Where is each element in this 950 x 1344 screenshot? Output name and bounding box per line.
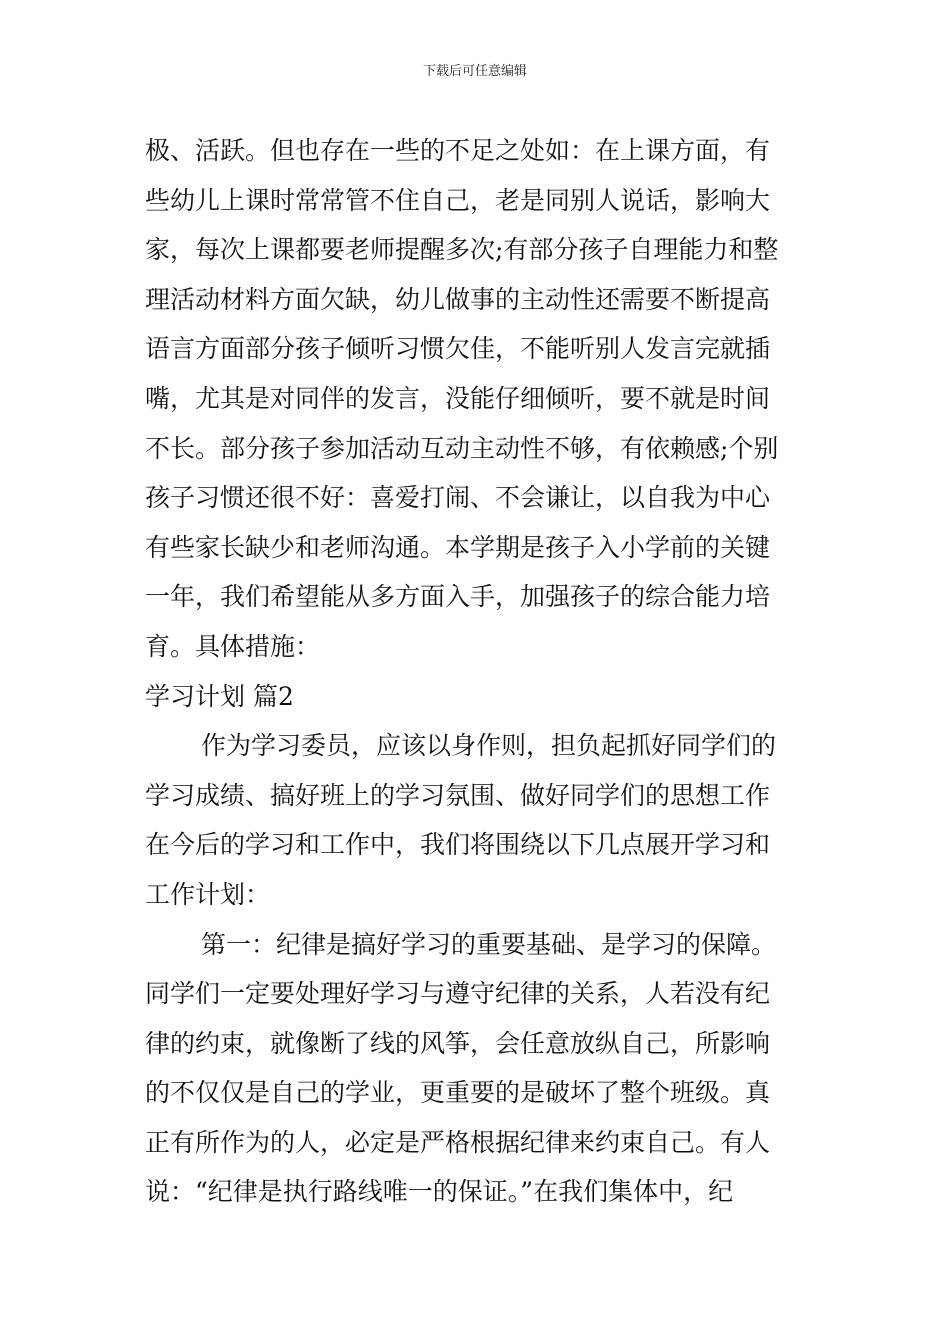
- paragraph-line: 学习成绩、搞好班上的学习氛围、做好同学们的思想工作: [145, 780, 771, 810]
- paragraph-line: 作为学习委员，应该以身作则，担负起抓好同学们的: [201, 731, 777, 761]
- paragraph-line: 不长。部分孩子参加活动互动主动性不够，有依赖感;个别: [145, 433, 779, 463]
- paragraph-line: 有些家长缺少和老师沟通。本学期是孩子入小学前的关键: [145, 532, 771, 562]
- section-heading: 学习计划 篇2: [145, 681, 294, 711]
- paragraph-line: 正有所作为的人，必定是严格根据纪律来约束自己。有人: [145, 1127, 771, 1157]
- paragraph-line: 工作计划：: [145, 879, 271, 909]
- paragraph-line: 孩子习惯还很不好：喜爱打闹、不会谦让，以自我为中心: [145, 483, 771, 513]
- document-body: [145, 126, 810, 1217]
- paragraph-line: 育。具体措施：: [145, 631, 321, 661]
- paragraph-line: 理活动材料方面欠缺，幼儿做事的主动性还需要不断提高: [145, 284, 771, 314]
- paragraph-line: 在今后的学习和工作中，我们将围绕以下几点展开学习和: [145, 830, 771, 860]
- paragraph-line: 说：“纪律是执行路线唯一的保证。”在我们集体中，纪: [145, 1177, 734, 1207]
- paragraph-line: 律的约束，就像断了线的风筝，会任意放纵自己，所影响: [145, 1028, 771, 1058]
- paragraph-line: 同学们一定要处理好学习与遵守纪律的关系，人若没有纪: [145, 979, 771, 1009]
- paragraph-line: 极、活跃。但也存在一些的不足之处如：在上课方面，有: [145, 136, 771, 165]
- paragraph-line: 的不仅仅是自己的学业，更重要的是破坏了整个班级。真: [145, 1078, 771, 1108]
- paragraph-line: 家，每次上课都要老师提醒多次;有部分孩子自理能力和整: [145, 235, 779, 265]
- paragraph-line: 嘴，尤其是对同伴的发言，没能仔细倾听，要不就是时间: [145, 383, 771, 413]
- paragraph-line: 些幼儿上课时常常管不住自己，老是同别人说话，影响大: [145, 185, 771, 215]
- paragraph-line: 语言方面部分孩子倾听习惯欠佳，不能听别人发言完就插: [145, 334, 771, 364]
- page-header: 下载后可任意编辑: [422, 64, 527, 79]
- paragraph-line: 一年，我们希望能从多方面入手，加强孩子的综合能力培: [145, 582, 771, 612]
- paragraph-line: 第一：纪律是搞好学习的重要基础、是学习的保障。: [201, 929, 777, 959]
